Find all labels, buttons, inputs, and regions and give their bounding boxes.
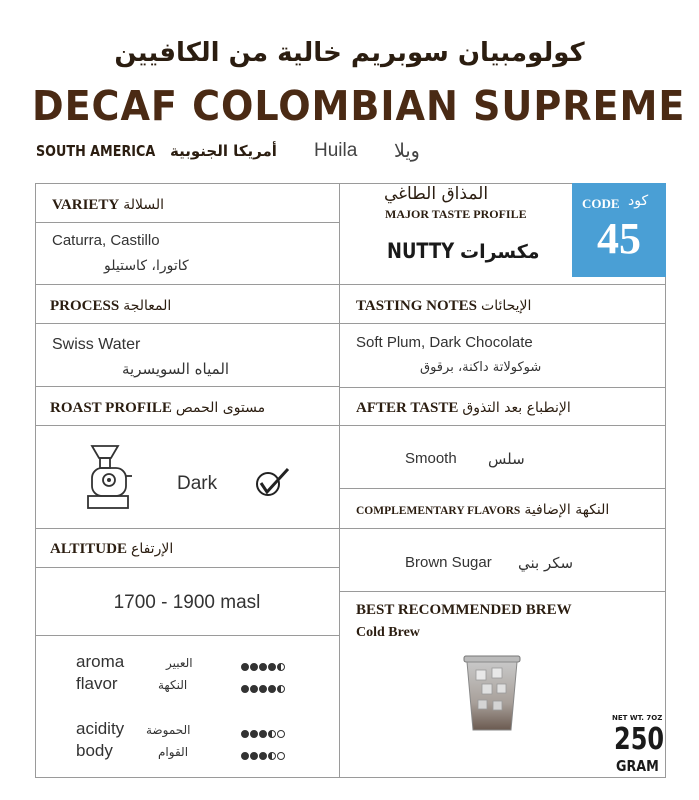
divider — [35, 567, 339, 568]
divider — [35, 284, 666, 285]
after-taste-label-ar: الإنطباع بعد التذوق — [462, 400, 571, 416]
complementary-value-en: Brown Sugar — [405, 554, 492, 571]
rating-label-en: aroma — [76, 652, 125, 671]
complementary-label-ar: النكهة الإضافية — [524, 502, 610, 518]
rating-row-body — [76, 741, 316, 763]
rating-dot — [277, 685, 285, 693]
rating-row-aroma — [76, 652, 316, 674]
rating-dot — [259, 663, 267, 671]
divider — [35, 386, 339, 387]
rating-label-ar: النكهة — [158, 678, 188, 692]
divider — [339, 528, 666, 529]
process-label-en: PROCESS — [50, 298, 120, 314]
rating-dots — [241, 747, 286, 765]
major-taste-value-ar: مكسرات — [460, 241, 540, 263]
major-taste-value-en: NUTTY — [387, 239, 455, 263]
rating-dot — [241, 730, 249, 738]
rating-label-ar: القوام — [158, 745, 189, 759]
divider — [35, 635, 339, 636]
tasting-notes-value-en: Soft Plum, Dark Chocolate — [356, 334, 533, 351]
arabic-title: كولومبيان سوبريم خالية من الكافيين — [114, 38, 585, 68]
roaster-icon — [84, 442, 136, 514]
after-taste-value-en: Smooth — [405, 450, 457, 467]
rating-dot — [268, 752, 276, 760]
process-header — [50, 298, 171, 315]
rating-dot — [259, 730, 267, 738]
complementary-label-en: COMPLEMENTARY FLAVORS — [356, 505, 521, 517]
code-number: 45 — [597, 214, 641, 263]
region-en: SOUTH AMERICA — [36, 142, 156, 160]
area-ar: ويلا — [394, 140, 420, 162]
rating-label-ar: الحموضة — [146, 723, 191, 737]
rating-dot — [277, 663, 285, 671]
after-taste-label-en: AFTER TASTE — [356, 400, 459, 416]
variety-value-ar: كاتورا، كاستيلو — [104, 258, 189, 274]
center-divider — [339, 183, 340, 778]
rating-dot — [241, 752, 249, 760]
rating-dot — [259, 685, 267, 693]
variety-header — [52, 197, 164, 214]
rating-dot — [268, 730, 276, 738]
rating-label-ar: العبير — [166, 656, 193, 670]
divider — [35, 222, 339, 223]
rating-label-en: acidity — [76, 719, 125, 738]
rating-dot — [277, 752, 285, 760]
roast-label-ar: مستوى الحمص — [175, 400, 266, 416]
major-taste-title-en: MAJOR TASTE PROFILE — [385, 207, 527, 221]
process-label-ar: المعالجة — [123, 298, 172, 314]
weight-number: 250 — [614, 722, 665, 757]
tasting-notes-header — [356, 298, 531, 315]
rating-label-en: flavor — [76, 674, 118, 693]
origin-line — [36, 142, 496, 164]
rating-dot — [250, 730, 258, 738]
variety-value-en: Caturra, Castillo — [52, 232, 160, 249]
divider — [339, 387, 666, 388]
complementary-header — [356, 502, 609, 518]
roast-value: Dark — [177, 473, 218, 494]
altitude-label-en: ALTITUDE — [50, 541, 127, 557]
rating-dot — [250, 663, 258, 671]
rating-dot — [250, 752, 258, 760]
rating-label-en: body — [76, 741, 113, 760]
code-label-en: CODE — [582, 196, 620, 211]
major-taste-title-ar: المذاق الطاغي — [384, 184, 489, 204]
rating-row-flavor — [76, 674, 316, 696]
process-value-ar: المياه السويسرية — [122, 360, 230, 378]
tasting-notes-label-ar: الإيحائات — [481, 298, 532, 314]
iced-cup-icon — [462, 654, 522, 734]
product-title: DECAF COLOMBIAN SUPREME — [32, 82, 686, 130]
code-label-ar: كود — [628, 193, 649, 209]
rating-row-acidity — [76, 719, 316, 741]
divider — [339, 488, 666, 489]
weight-unit: GRAM — [616, 757, 659, 775]
divider — [339, 591, 666, 592]
altitude-label-ar: الإرتفاع — [130, 541, 174, 557]
tasting-notes-value-ar: شوكولاتة داكنة، برقوق — [420, 360, 542, 375]
after-taste-header — [356, 400, 571, 417]
net-weight-label: NET WT. 7OZ — [612, 714, 663, 722]
divider — [35, 425, 666, 426]
process-value-en: Swiss Water — [52, 336, 141, 353]
area-en: Huila — [314, 140, 358, 161]
brew-value: Cold Brew — [356, 625, 420, 640]
checkmark-icon — [254, 466, 292, 498]
after-taste-value-ar: سلس — [488, 450, 525, 468]
rating-dot — [268, 663, 276, 671]
altitude-value: 1700 - 1900 masl — [113, 592, 261, 613]
divider — [35, 323, 666, 324]
complementary-value-ar: سكر بني — [518, 554, 574, 572]
code-badge — [572, 183, 666, 277]
rating-dot — [250, 685, 258, 693]
rating-dot — [259, 752, 267, 760]
rating-dot — [241, 685, 249, 693]
region-ar: أمريكا الجنوبية — [170, 142, 277, 160]
rating-dot — [241, 663, 249, 671]
rating-dot — [268, 685, 276, 693]
rating-dot — [277, 730, 285, 738]
altitude-header — [50, 541, 173, 558]
divider — [35, 528, 339, 529]
roast-label-en: ROAST PROFILE — [50, 400, 172, 416]
variety-label-en: VARIETY — [52, 197, 120, 213]
roast-header — [50, 400, 265, 417]
rating-dots — [241, 680, 286, 698]
tasting-notes-label-en: TASTING NOTES — [356, 298, 478, 314]
variety-label-ar: السلالة — [123, 197, 165, 213]
ratings-block — [76, 652, 316, 767]
brew-label: BEST RECOMMENDED BREW — [356, 602, 572, 618]
